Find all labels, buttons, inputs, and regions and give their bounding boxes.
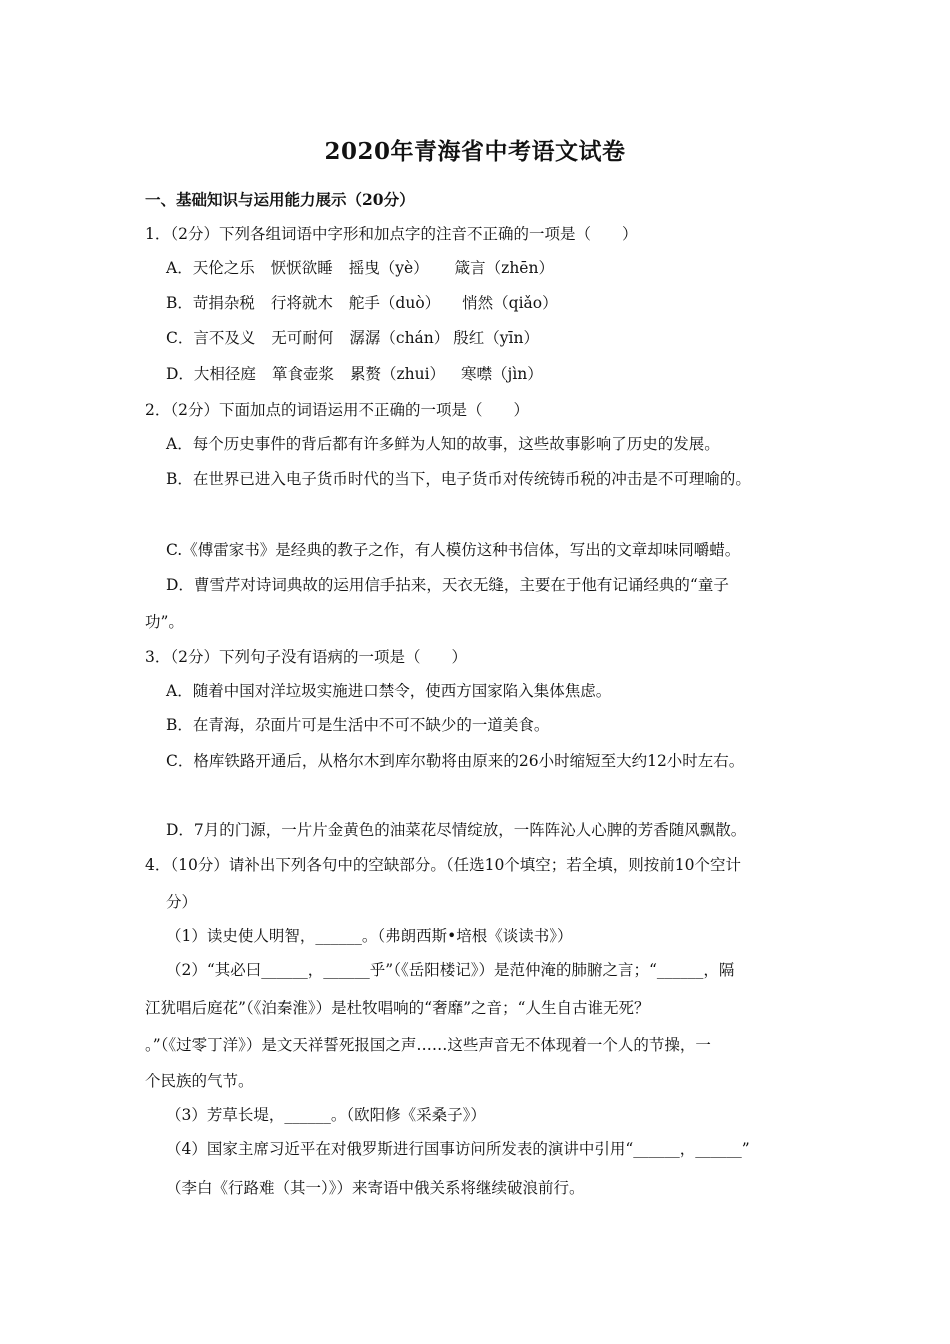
page-title: 2020年青海省中考语文试卷 <box>324 138 626 165</box>
question-3-option-c: C．格库铁路开通后，从格尔木到库尔勒将由原来的26小时缩短至大约12小时左右。 <box>166 752 745 770</box>
question-3-option-b: B．在青海，尕面片可是生活中不可不缺少的一道美食。 <box>166 716 550 734</box>
question-4-stem: 4．（10分）请补出下列各句中的空缺部分。（任选10个填空；若全填，则按前10个空计 <box>145 856 742 874</box>
question-3-option-d: D．7月的门源，一片片金黄色的油菜花尽情绽放，一阵阵沁人心脾的芳香随风飘散。 <box>166 821 747 839</box>
section-heading: 一、基础知识与运用能力展示（20分） <box>145 190 415 209</box>
option-word: 恹恹欲睡 <box>270 259 333 277</box>
question-4-item-4: （4）国家主席习近平在对俄罗斯进行国事访问所发表的演讲中引用“______，______” <box>166 1140 750 1158</box>
question-1-option-c <box>166 328 539 348</box>
option-word: B．苛捐杂税 <box>166 294 255 312</box>
question-4-item-3: （3）芳草长堤，______。（欧阳修《采桑子》） <box>166 1106 486 1124</box>
option-word: 悄然（qiǎo） <box>462 294 558 312</box>
option-word: 舵手（duò） <box>348 294 441 312</box>
question-1-option-a <box>166 258 554 278</box>
option-word: C．言不及义 <box>166 329 256 347</box>
option-word: 行将就木 <box>270 294 333 312</box>
question-2-option-d-continued: 功”。 <box>145 613 184 631</box>
option-word: 累赘（zhui） <box>349 365 446 383</box>
option-word: 殷红（yīn） <box>453 329 539 347</box>
question-2-option-a: A．每个历史事件的背后都有许多鲜为人知的故事，这些故事影响了历史的发展。 <box>166 435 720 453</box>
option-word: 潺潺（chán） <box>349 329 450 347</box>
question-1-stem: 1．（2分）下列各组词语中字形和加点字的注音不正确的一项是（ ） <box>145 225 638 243</box>
option-word: D．大相径庭 <box>166 365 256 383</box>
question-2-option-d: D．曹雪芹对诗词典故的运用信手拈来，天衣无缝，主要在于他有记诵经典的“童子 <box>166 576 729 594</box>
question-2-stem: 2．（2分）下面加点的词语运用不正确的一项是（ ） <box>145 401 529 419</box>
question-4-item-2-line-2: 江犹唱后庭花”（《泊秦淮》）是杜牧唱响的“奢靡”之音；“人生自古谁无死？ <box>145 999 650 1017</box>
question-1-option-d <box>166 364 543 384</box>
option-word: 箴言（zhēn） <box>454 259 554 277</box>
question-3-option-a: A．随着中国对洋垃圾实施进口禁令，使西方国家陷入集体焦虑。 <box>166 682 612 700</box>
option-word: 无可耐何 <box>271 329 334 347</box>
question-2-option-b: B．在世界已进入电子货币时代的当下，电子货币对传统铸币税的冲击是不可理喻的。 <box>166 470 751 488</box>
question-4-item-4-continued: （李白《行路难（其一）》）来寄语中俄关系将继续破浪前行。 <box>166 1179 585 1197</box>
option-word: A．天伦之乐 <box>166 259 255 277</box>
question-4-stem-continued: 分） <box>166 893 198 911</box>
option-word: 箪食壶浆 <box>271 365 334 383</box>
question-4-item-2-line-4: 个民族的气节。 <box>145 1072 254 1090</box>
question-4-item-2: （2）“其必曰______，______乎”（《岳阳楼记》）是范仲淹的肺腑之言；“______，隔 <box>166 961 735 979</box>
option-word: 摇曳（yè） <box>348 259 429 277</box>
question-1-option-b <box>166 293 558 313</box>
question-2-option-c: C.《傅雷家书》是经典的教子之作，有人模仿这种书信体，写出的文章却味同嚼蜡。 <box>166 541 741 559</box>
question-4-item-1: （1）读史使人明智，______。（弗朗西斯•培根《谈读书》） <box>166 927 573 945</box>
question-3-stem: 3．（2分）下列句子没有语病的一项是（ ） <box>145 648 467 666</box>
question-4-item-2-line-3: 。”（《过零丁洋》）是文天祥誓死报国之声……这些声音无不体现着一个人的节操，一 <box>145 1036 711 1054</box>
option-word: 寒噤（jìn） <box>461 365 543 383</box>
